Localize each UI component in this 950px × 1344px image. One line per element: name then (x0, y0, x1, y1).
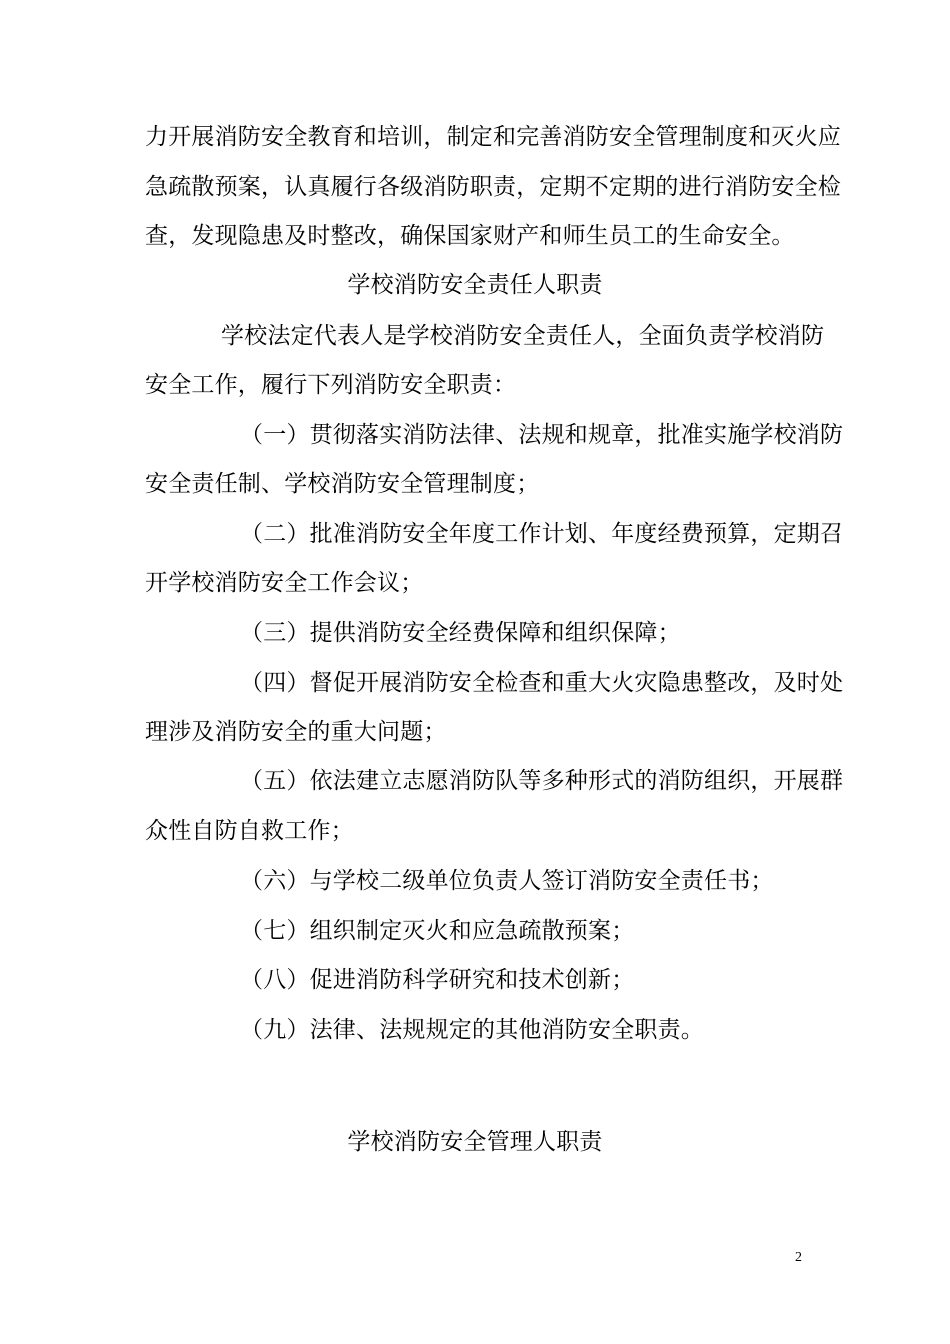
duty-item-1-line-1: （一）贯彻落实消防法律、法规和规章，批准实施学校消防 (240, 422, 844, 448)
section1-intro-line-1: 学校法定代表人是学校消防安全责任人，全面负责学校消防 (221, 323, 825, 349)
duty-item-6: （六）与学校二级单位负责人签订消防安全责任书； (240, 868, 774, 894)
duty-item-4-line-2: 理涉及消防安全的重大问题； (145, 719, 447, 745)
duty-item-9: （九）法律、法规规定的其他消防安全职责。 (240, 1017, 704, 1043)
duty-item-1-line-2: 安全责任制、学校消防安全管理制度； (145, 471, 540, 497)
duty-item-2-line-1: （二）批准消防安全年度工作计划、年度经费预算，定期召 (240, 521, 844, 547)
section-heading-safety-manager: 学校消防安全管理人职责 (347, 1129, 603, 1155)
section-heading-responsible-person: 学校消防安全责任人职责 (347, 272, 603, 298)
duty-item-5-line-2: 众性自防自救工作； (145, 818, 354, 844)
duty-item-2-line-2: 开学校消防安全工作会议； (145, 570, 424, 596)
intro-line-2: 急疏散预案，认真履行各级消防职责，定期不定期的进行消防安全检 (145, 174, 841, 200)
intro-line-3: 查，发现隐患及时整改，确保国家财产和师生员工的生命安全。 (145, 223, 795, 249)
duty-item-3: （三）提供消防安全经费保障和组织保障； (240, 620, 681, 646)
duty-item-8: （八）促进消防科学研究和技术创新； (240, 967, 635, 993)
duty-item-7: （七）组织制定灭火和应急疏散预案； (240, 918, 635, 944)
page-number: 2 (795, 1250, 802, 1265)
duty-item-4-line-1: （四）督促开展消防安全检查和重大火灾隐患整改，及时处 (240, 670, 844, 696)
section1-intro-line-2: 安全工作，履行下列消防安全职责： (145, 372, 517, 398)
duty-item-5-line-1: （五）依法建立志愿消防队等多种形式的消防组织，开展群 (240, 768, 844, 794)
intro-line-1: 力开展消防安全教育和培训，制定和完善消防安全管理制度和灭火应 (145, 124, 841, 150)
